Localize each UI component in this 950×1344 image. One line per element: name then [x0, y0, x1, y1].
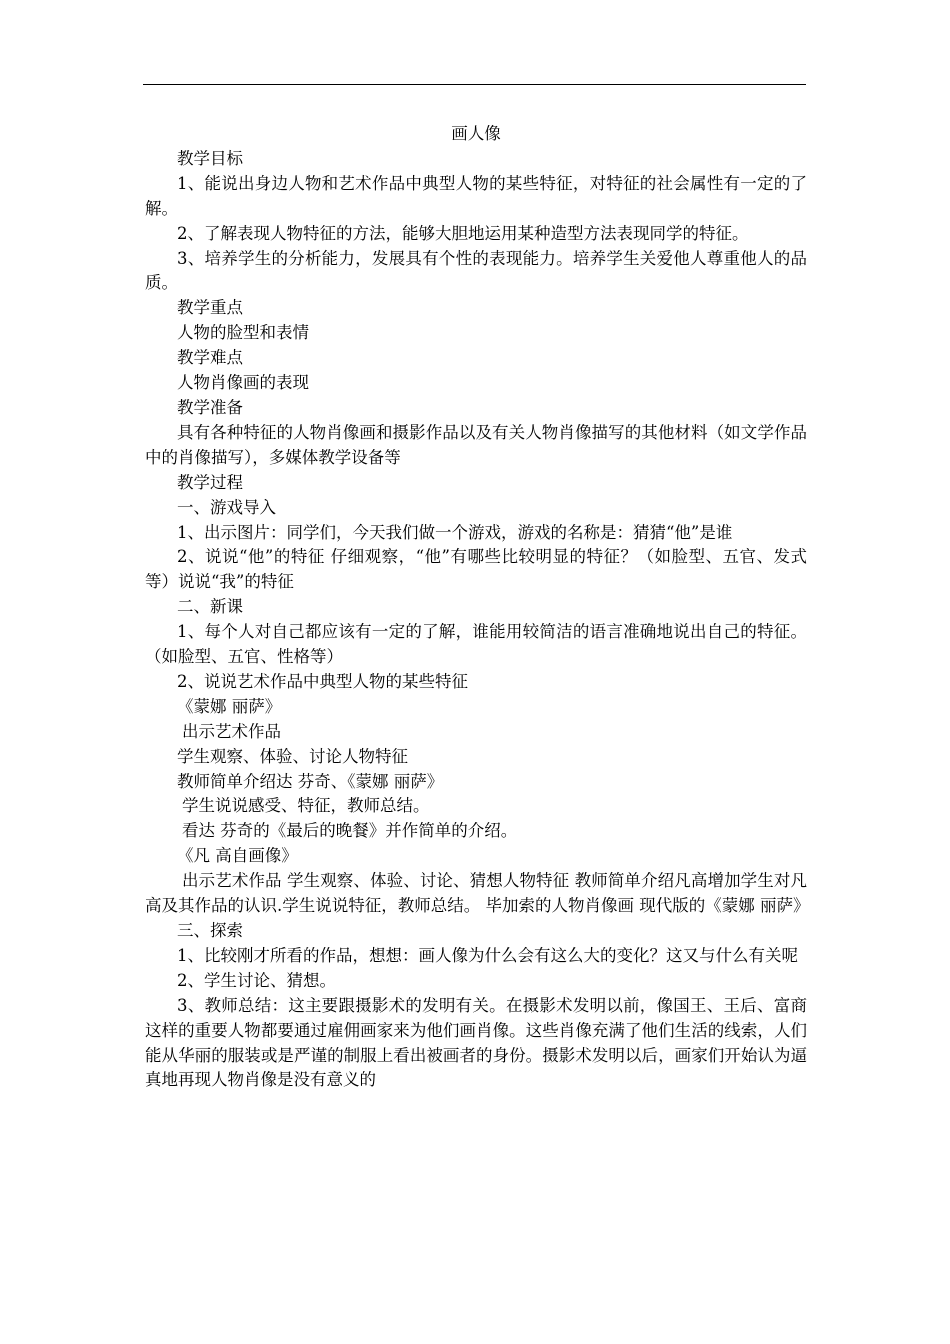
- paragraph: 《凡 高自画像》: [177, 846, 298, 866]
- paragraph: 教学过程: [177, 472, 243, 492]
- paragraph: 2、说说艺术作品中典型人物的某些特征: [177, 671, 468, 691]
- paragraph: 具有各种特征的人物肖像画和摄影作品以及有关人物肖像描写的其他材料（如文学作品中的肖像描写），多媒体教学设备等: [145, 422, 807, 467]
- paragraph: 二、新课: [177, 597, 243, 617]
- document-body: [145, 122, 810, 1093]
- paragraph: 1、比较刚才所看的作品，想想：画人像为什么会有这么大的变化？这又与什么有关呢: [177, 945, 798, 965]
- document-title: 画人像: [451, 124, 501, 143]
- paragraph: 1、每个人对自己都应该有一定的了解，谁能用较简洁的语言准确地说出自己的特征。（如脸型、五官、性格等）: [145, 622, 807, 667]
- paragraph: 一、游戏导入: [177, 497, 276, 517]
- paragraph: 1、出示图片：同学们，今天我们做一个游戏，游戏的名称是：猜猜“他”是谁: [177, 522, 733, 542]
- paragraph-list: [145, 147, 810, 1093]
- paragraph: 2、说说“他”的特征 仔细观察，“他”有哪些比较明显的特征？（如脸型、五官、发式等）说说“我”的特征: [145, 547, 807, 592]
- paragraph: 2、学生讨论、猜想。: [177, 970, 336, 990]
- paragraph: 3、教师总结：这主要跟摄影术的发明有关。在摄影术发明以前，像国王、王后、富商这样的重要人物都要通过雇佣画家来为他们画肖像。这些肖像充满了他们生活的线索，人们能从华丽的服装或是严谨的制服上看出被画者的身份。摄影术发明以后，画家们开始认为逼真地再现人物肖像是没有意义的: [145, 995, 807, 1090]
- paragraph: 人物肖像画的表现: [177, 373, 309, 393]
- paragraph: 教师简单介绍达 芬奇、《蒙娜 丽萨》: [177, 771, 444, 791]
- paragraph: 3、培养学生的分析能力，发展具有个性的表现能力。培养学生关爱他人尊重他人的品质。: [145, 248, 807, 293]
- paragraph: 教学重点: [177, 298, 243, 318]
- paragraph: 人物的脸型和表情: [177, 323, 309, 343]
- paragraph: 出示艺术作品: [182, 721, 281, 741]
- paragraph: 学生说说感受、特征，教师总结。: [182, 796, 430, 816]
- paragraph: 1、能说出身边人物和艺术作品中典型人物的某些特征，对特征的社会属性有一定的了解。: [145, 173, 807, 218]
- paragraph: 出示艺术作品 学生观察、体验、讨论、猜想人物特征 教师简单介绍凡高增加学生对凡高及其作品的认识.学生说说特征，教师总结。 毕加索的人物肖像画 现代版的《蒙娜 丽萨》: [145, 871, 810, 916]
- header-rule: [143, 84, 806, 85]
- paragraph: 学生观察、体验、讨论人物特征: [177, 746, 408, 766]
- paragraph: 《蒙娜 丽萨》: [177, 696, 282, 716]
- paragraph: 教学准备: [177, 397, 243, 417]
- paragraph: 教学难点: [177, 348, 243, 368]
- paragraph: 2、了解表现人物特征的方法，能够大胆地运用某种造型方法表现同学的特征。: [177, 223, 749, 243]
- paragraph: 看达 芬奇的《最后的晚餐》并作简单的介绍。: [182, 821, 518, 841]
- paragraph: 三、探索: [177, 921, 243, 940]
- paragraph: 教学目标: [177, 148, 243, 168]
